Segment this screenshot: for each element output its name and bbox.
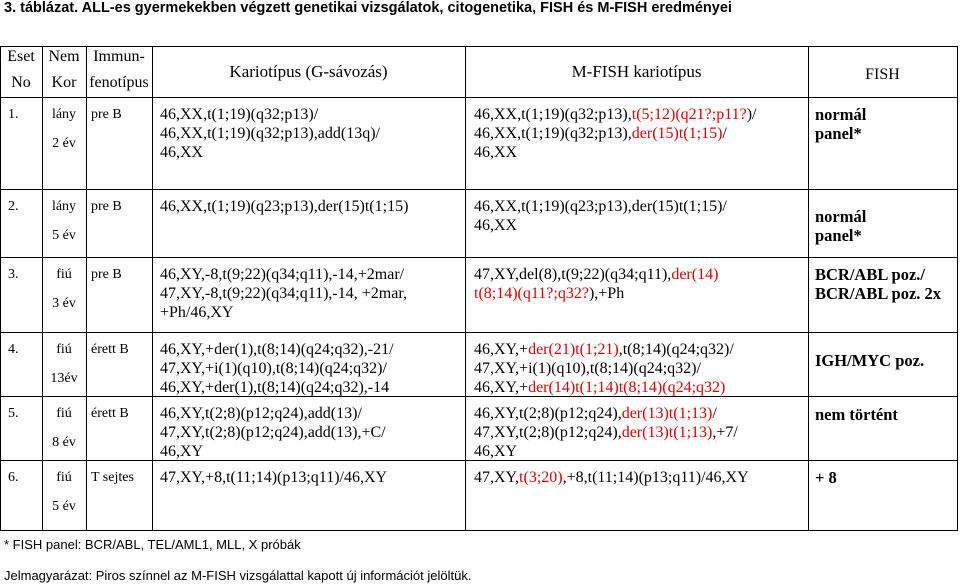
mfish-line <box>474 143 756 162</box>
fish-cell <box>815 405 898 424</box>
mfish-new-info: der(15)t(1;15) <box>631 125 723 142</box>
mfish-line <box>474 265 718 284</box>
mfish-segment: / <box>722 125 727 142</box>
karyotype-line: 46,XX <box>160 144 204 161</box>
sex-age-cell <box>42 105 86 153</box>
karyotype-line: 47,XY,+i(1)(q10),t(8;14)(q24;q32)/ <box>160 360 387 377</box>
immunophenotype-value: pre B <box>91 107 122 122</box>
case-number: 5. <box>8 406 19 421</box>
sex-age-cell <box>42 265 86 313</box>
mfish-new-info: der(13)t(1;13) <box>621 424 713 441</box>
immunophenotype-value: pre B <box>91 199 122 214</box>
karyotype-cell <box>160 468 387 487</box>
mfish-segment: 47,XY,del(8),t(9;22)(q34;q11), <box>474 266 672 283</box>
sex-value: lány <box>51 199 77 214</box>
mfish-segment: 46,XX,t(1;19)(q23;p13),der(15)t(1;15)/ <box>474 198 727 215</box>
case-number: 3. <box>8 267 19 282</box>
sex-age-cell <box>42 197 86 245</box>
mfish-segment: 47,XY, <box>474 469 520 486</box>
table-bottom-border <box>0 530 958 531</box>
immunophenotype-value: érett B <box>91 342 129 357</box>
fish-line: panel* <box>815 226 862 245</box>
fish-line: BCR/ABL poz. 2x <box>815 284 942 303</box>
mfish-line <box>474 284 718 303</box>
mfish-cell <box>474 197 727 235</box>
mfish-new-info: t(8;14)(q11?;q32? <box>474 285 589 302</box>
footnote: * FISH panel: BCR/ABL, TEL/AML1, MLL, X próbák <box>4 537 301 552</box>
mfish-cell <box>474 340 734 397</box>
mfish-segment: ),+Ph <box>588 285 625 302</box>
sex-age-cell <box>42 404 86 452</box>
fish-line: normál <box>815 207 867 226</box>
mfish-new-info: t(3;20) <box>519 469 563 486</box>
mfish-segment: 47,XY,+i(1)(q10),t(8;14)(q24;q32)/ <box>474 360 701 377</box>
case-number: 1. <box>8 107 19 122</box>
age-value: 13év <box>50 371 78 386</box>
mfish-line <box>474 340 734 359</box>
karyotype-cell <box>160 340 394 397</box>
mfish-cell <box>474 105 756 162</box>
mfish-line <box>474 216 727 235</box>
karyotype-line: 47,XY,t(2;8)(p12;q24),add(13),+C/ <box>160 424 386 441</box>
karyotype-line: 46,XX,t(1;19)(q32;p13),add(13q)/ <box>160 125 380 142</box>
row-divider <box>0 332 958 333</box>
sex-age-cell <box>42 468 86 516</box>
fish-line: normál <box>815 105 867 124</box>
mfish-line <box>474 124 756 143</box>
fish-line: IGH/MYC poz. <box>815 351 925 370</box>
sex-value: lány <box>51 107 77 122</box>
fish-cell <box>815 207 866 245</box>
mfish-segment: ,+7/ <box>712 424 738 441</box>
mfish-segment: )/ <box>746 106 757 123</box>
column-border <box>152 46 153 531</box>
header-eset: Eset No <box>7 48 35 91</box>
mfish-segment: 46,XX,t(1;19)(q32;p13), <box>474 125 632 142</box>
karyotype-cell <box>160 265 407 322</box>
mfish-segment: ,t(8;14)(q24;q32)/ <box>618 341 734 358</box>
row-divider <box>0 257 958 258</box>
karyotype-line: 47,XY,+8,t(11;14)(p13;q11)/46,XY <box>160 469 388 486</box>
mfish-new-info: der(21)t(1;21) <box>528 341 619 358</box>
sex-age-cell <box>42 340 86 388</box>
header-kariotipus: Kariotípus (G-sávozás) <box>229 62 388 81</box>
mfish-cell <box>474 404 738 461</box>
karyotype-line: 46,XY <box>160 443 204 460</box>
legend-note: Jelmagyarázat: Piros színnel az M-FISH vizsgálattal kapott új információt jelöltük. <box>4 568 472 583</box>
fish-cell <box>815 468 837 487</box>
case-number: 4. <box>8 342 19 357</box>
karyotype-line: 46,XX,t(1;19)(q23;p13),der(15)t(1;15) <box>160 198 409 215</box>
header-bottom-border <box>0 97 958 98</box>
results-table <box>0 46 958 531</box>
karyotype-cell <box>160 197 408 216</box>
sex-value: fiú <box>56 342 72 357</box>
mfish-line <box>474 442 738 461</box>
column-border <box>957 46 958 531</box>
immunophenotype-value: T sejtes <box>91 470 134 485</box>
sex-value: fiú <box>56 406 72 421</box>
fish-cell <box>815 105 866 143</box>
mfish-segment: 47,XY,t(2;8)(p12;q24), <box>474 424 622 441</box>
mfish-cell <box>474 265 718 303</box>
karyotype-line: 46,XY,+der(1),t(8;14)(q24;q32),-14 <box>160 379 390 396</box>
age-value: 2 év <box>52 136 76 151</box>
age-value: 8 év <box>52 435 76 450</box>
mfish-line <box>474 468 749 487</box>
mfish-segment: ,+8,t(11;14)(p13;q11)/46,XY <box>562 469 749 486</box>
header-fish: FISH <box>865 66 900 83</box>
column-border <box>465 46 466 531</box>
header-immunofenotipus: Immun- fenotípus <box>89 48 149 91</box>
header-nem-kor: Nem Kor <box>48 48 80 91</box>
mfish-new-info: der(13)t(1;13) <box>621 405 713 422</box>
mfish-segment: 46,XX <box>474 217 518 234</box>
fish-line: + 8 <box>815 468 837 487</box>
age-value: 5 év <box>52 499 76 514</box>
karyotype-line: +Ph/46,XY <box>160 304 234 321</box>
mfish-line <box>474 404 738 423</box>
mfish-segment: 46,XX,t(1;19)(q32;p13), <box>474 106 632 123</box>
mfish-segment: 46,XY <box>474 443 518 460</box>
mfish-segment: 46,XY,t(2;8)(p12;q24), <box>474 405 622 422</box>
age-value: 3 év <box>52 296 76 311</box>
fish-line: nem történt <box>815 405 898 424</box>
mfish-new-info: der(14)t(1;14)t(8;14)(q24;q32) <box>528 379 726 396</box>
mfish-line <box>474 359 734 378</box>
fish-cell <box>815 351 924 370</box>
table-title: 3. táblázat. ALL-es gyermekekben végzett genetikai vizsgálatok, citogenetika, FISH és M-FISH eredményei <box>4 0 732 16</box>
case-number: 2. <box>8 199 19 214</box>
case-number: 6. <box>8 470 19 485</box>
karyotype-line: 46,XY,-8,t(9;22)(q34;q11),-14,+2mar/ <box>160 266 405 283</box>
row-divider <box>0 189 958 190</box>
karyotype-line: 46,XX,t(1;19)(q32;p13)/ <box>160 106 319 123</box>
sex-value: fiú <box>56 470 72 485</box>
mfish-line <box>474 197 727 216</box>
mfish-line <box>474 378 734 397</box>
mfish-cell <box>474 468 749 487</box>
immunophenotype-value: pre B <box>91 267 122 282</box>
mfish-line <box>474 423 738 442</box>
karyotype-cell <box>160 404 386 461</box>
immunophenotype-value: érett B <box>91 406 129 421</box>
mfish-new-info: der(14) <box>671 266 719 283</box>
fish-cell <box>815 265 941 303</box>
fish-line: panel* <box>815 124 862 143</box>
column-border <box>0 46 1 531</box>
mfish-segment: 46,XY,+ <box>474 379 529 396</box>
mfish-new-info: t(5;12)(q21?;p11? <box>631 106 747 123</box>
karyotype-line: 46,XY,t(2;8)(p12;q24),add(13)/ <box>160 405 362 422</box>
mfish-segment: 46,XY,+ <box>474 341 529 358</box>
sex-value: fiú <box>56 267 72 282</box>
mfish-segment: 46,XX <box>474 144 518 161</box>
mfish-segment: / <box>712 405 717 422</box>
header-mfish: M-FISH kariotípus <box>571 62 702 81</box>
karyotype-line: 47,XY,-8,t(9;22)(q34;q11),-14, +2mar, <box>160 285 408 302</box>
column-border <box>86 46 87 531</box>
karyotype-line: 46,XY,+der(1),t(8;14)(q24;q32),-21/ <box>160 341 394 358</box>
column-border <box>808 46 809 531</box>
age-value: 5 év <box>52 228 76 243</box>
mfish-line <box>474 105 756 124</box>
karyotype-cell <box>160 105 380 162</box>
fish-line: BCR/ABL poz./ <box>815 265 926 284</box>
